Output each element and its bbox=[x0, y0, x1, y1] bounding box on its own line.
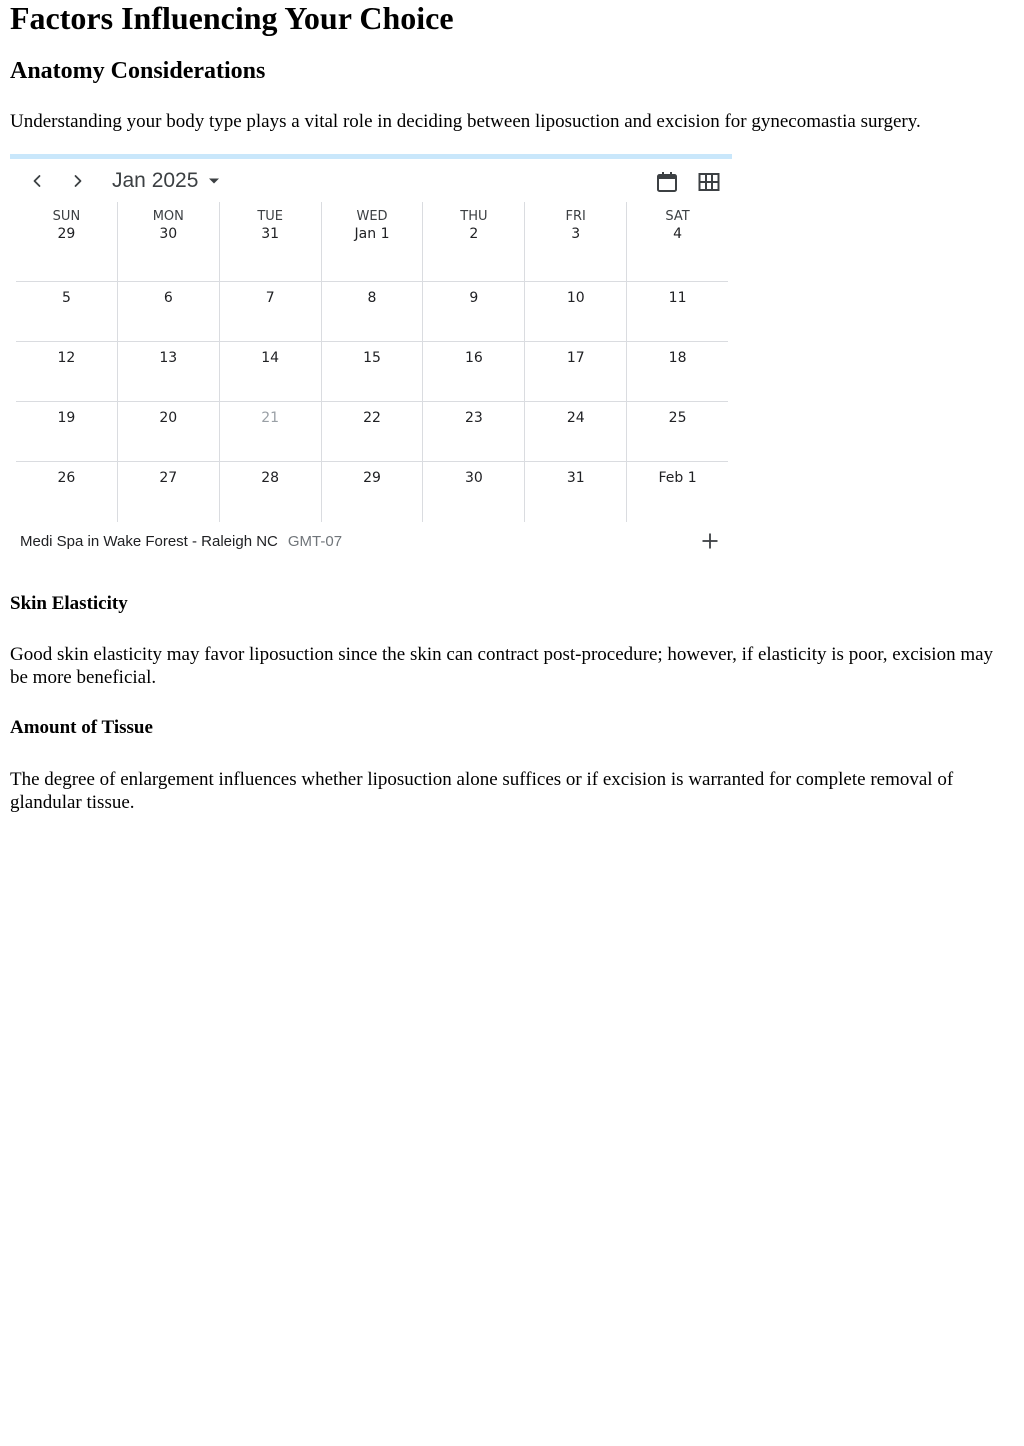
day-number: 6 bbox=[163, 290, 173, 306]
day-cell[interactable] bbox=[16, 202, 118, 281]
day-cell[interactable] bbox=[322, 462, 424, 522]
day-number: 30 bbox=[464, 470, 483, 486]
plus-icon bbox=[701, 532, 719, 550]
day-cell[interactable] bbox=[525, 342, 627, 401]
day-number: 3 bbox=[571, 226, 581, 242]
day-number: 13 bbox=[159, 350, 178, 366]
week-row bbox=[16, 462, 728, 522]
week-row bbox=[16, 402, 728, 462]
weekday-label: FRI bbox=[565, 209, 586, 224]
day-number: 21 bbox=[261, 410, 280, 426]
amount-heading: Amount of Tissue bbox=[10, 717, 153, 738]
day-number: 8 bbox=[367, 290, 377, 306]
weekday-label: WED bbox=[356, 209, 388, 224]
day-number: 5 bbox=[61, 290, 71, 306]
day-cell[interactable] bbox=[118, 202, 220, 281]
prev-month-button[interactable] bbox=[19, 163, 55, 199]
day-number: 27 bbox=[159, 470, 178, 486]
month-grid bbox=[16, 202, 728, 522]
day-cell[interactable] bbox=[118, 402, 220, 461]
next-month-button[interactable] bbox=[60, 163, 96, 199]
calendar-footer bbox=[20, 527, 726, 555]
day-cell[interactable] bbox=[423, 462, 525, 522]
week-row bbox=[16, 202, 728, 282]
day-cell[interactable] bbox=[525, 402, 627, 461]
day-cell[interactable] bbox=[627, 462, 728, 522]
day-number: 11 bbox=[668, 290, 687, 306]
amount-text: The degree of enlargement influences whether liposuction alone suffices or if excision is warranted for complete removal of glandular tissue. bbox=[10, 769, 954, 813]
anatomy-text: Understanding your body type plays a vital role in deciding between liposuction and excision for gynecomastia surgery. bbox=[10, 111, 921, 132]
day-cell[interactable] bbox=[322, 282, 424, 341]
day-number: 31 bbox=[261, 226, 280, 242]
day-cell-today[interactable] bbox=[220, 402, 322, 461]
week-row bbox=[16, 282, 728, 342]
grid-view-button[interactable] bbox=[694, 167, 724, 197]
day-cell[interactable] bbox=[16, 402, 118, 461]
calendar-embed bbox=[10, 154, 732, 554]
day-number: 17 bbox=[566, 350, 585, 366]
week-row bbox=[16, 342, 728, 402]
day-number: 10 bbox=[566, 290, 585, 306]
weekday-label: SAT bbox=[665, 209, 690, 224]
day-cell[interactable] bbox=[16, 282, 118, 341]
day-number: 4 bbox=[673, 226, 683, 242]
day-number: 26 bbox=[57, 470, 76, 486]
caret-down-icon bbox=[208, 177, 220, 185]
day-cell[interactable] bbox=[16, 462, 118, 522]
weekday-label: SUN bbox=[52, 209, 81, 224]
day-cell[interactable] bbox=[322, 342, 424, 401]
day-number: 29 bbox=[57, 226, 76, 242]
skin-heading: Skin Elasticity bbox=[10, 593, 128, 614]
day-number: 14 bbox=[261, 350, 280, 366]
day-cell[interactable] bbox=[220, 342, 322, 401]
weekday-label: TUE bbox=[257, 209, 283, 224]
day-cell[interactable] bbox=[423, 402, 525, 461]
grid-view-icon bbox=[698, 171, 720, 193]
calendar-view-icon bbox=[656, 171, 678, 193]
day-number: 20 bbox=[159, 410, 178, 426]
day-number: Feb 1 bbox=[658, 470, 697, 486]
day-cell[interactable] bbox=[423, 282, 525, 341]
day-cell[interactable] bbox=[627, 202, 728, 281]
day-number: 28 bbox=[261, 470, 280, 486]
day-number: 25 bbox=[668, 410, 687, 426]
day-number: 9 bbox=[469, 290, 479, 306]
day-number: 19 bbox=[57, 410, 76, 426]
anatomy-heading: Anatomy Considerations bbox=[10, 58, 266, 84]
day-cell[interactable] bbox=[627, 402, 728, 461]
month-label: Jan 2025 bbox=[112, 169, 199, 192]
day-number: 18 bbox=[668, 350, 687, 366]
weekday-label: THU bbox=[460, 209, 488, 224]
add-calendar-button[interactable] bbox=[696, 527, 724, 555]
day-cell[interactable] bbox=[322, 202, 424, 281]
day-number: Jan 1 bbox=[354, 226, 390, 242]
day-cell[interactable] bbox=[220, 282, 322, 341]
weekday-label: MON bbox=[152, 209, 184, 224]
day-cell[interactable] bbox=[423, 342, 525, 401]
day-cell[interactable] bbox=[322, 402, 424, 461]
day-cell[interactable] bbox=[118, 462, 220, 522]
day-cell[interactable] bbox=[423, 202, 525, 281]
day-number: 30 bbox=[159, 226, 178, 242]
day-cell[interactable] bbox=[525, 462, 627, 522]
calendar-name: Medi Spa in Wake Forest - Raleigh NC bbox=[20, 532, 278, 550]
month-picker[interactable] bbox=[112, 169, 220, 193]
day-number: 31 bbox=[566, 470, 585, 486]
day-cell[interactable] bbox=[627, 342, 728, 401]
day-cell[interactable] bbox=[220, 462, 322, 522]
day-number: 23 bbox=[464, 410, 483, 426]
day-number: 29 bbox=[363, 470, 381, 486]
day-number: 24 bbox=[566, 410, 585, 426]
calendar-view-button[interactable] bbox=[652, 167, 682, 197]
day-number: 15 bbox=[363, 350, 381, 366]
page-title: Factors Influencing Your Choice bbox=[10, 0, 454, 36]
day-cell[interactable] bbox=[118, 342, 220, 401]
day-cell[interactable] bbox=[220, 202, 322, 281]
day-number: 7 bbox=[265, 290, 275, 306]
timezone-label: GMT-07 bbox=[287, 532, 343, 550]
day-number: 2 bbox=[469, 226, 479, 242]
skin-text: Good skin elasticity may favor liposuction since the skin can contract post-procedure; however, if elasticity is poor, excision may be more beneficial. bbox=[10, 644, 994, 688]
day-number: 12 bbox=[57, 350, 76, 366]
calendar-toolbar bbox=[10, 159, 732, 203]
day-cell[interactable] bbox=[525, 202, 627, 281]
chevron-right-icon bbox=[70, 173, 86, 189]
day-cell[interactable] bbox=[627, 282, 728, 341]
day-cell[interactable] bbox=[118, 282, 220, 341]
day-cell[interactable] bbox=[16, 342, 118, 401]
day-number: 16 bbox=[464, 350, 483, 366]
day-cell[interactable] bbox=[525, 282, 627, 341]
chevron-left-icon bbox=[29, 173, 45, 189]
day-number: 22 bbox=[363, 410, 381, 426]
view-switcher bbox=[652, 167, 724, 197]
